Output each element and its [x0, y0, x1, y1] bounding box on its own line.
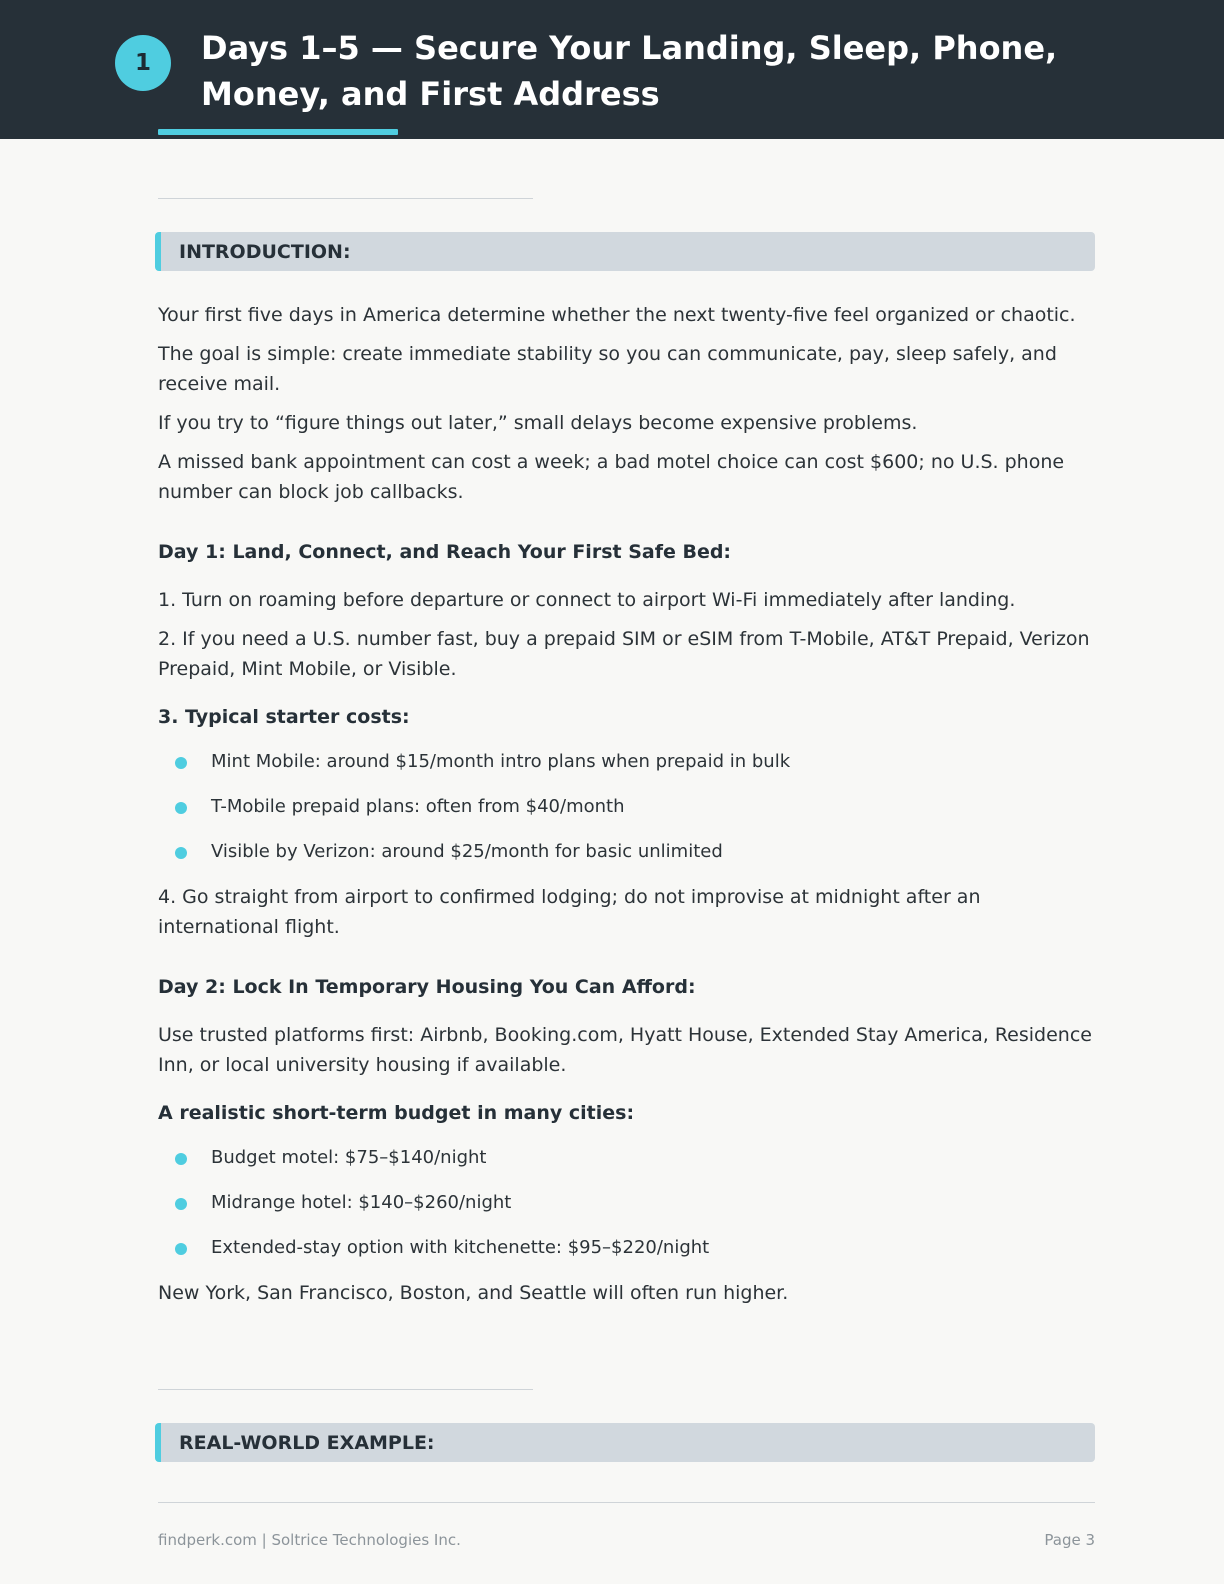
bullet-dot-icon [175, 802, 187, 814]
starter-costs-heading: 3. Typical starter costs: [158, 706, 410, 728]
real-world-example-heading: REAL-WORLD EXAMPLE: [155, 1423, 1095, 1462]
list-item [158, 1233, 1098, 1263]
footer-source: findperk.com | Soltrice Technologies Inc. [158, 1531, 461, 1549]
bullet-dot-icon [175, 847, 187, 859]
list-item [158, 747, 1098, 777]
page-number: Page 3 [1044, 1531, 1095, 1549]
day1-step: 1. Turn on roaming before departure or connect to airport Wi-Fi immediately after landing. [158, 589, 1016, 611]
introduction-heading: INTRODUCTION: [155, 232, 1095, 271]
budget-heading: A realistic short-term budget in many cities: [158, 1102, 635, 1124]
main-content [158, 300, 1098, 1317]
bullet-dot-icon [175, 1198, 187, 1210]
day2-heading: Day 2: Lock In Temporary Housing You Can Afford: [158, 976, 696, 998]
chapter-number-badge: 1 [115, 35, 171, 91]
intro-paragraph: The goal is simple: create immediate stability so you can communicate, pay, sleep safely, and receive mail. [158, 343, 1057, 395]
footer-divider [158, 1502, 1095, 1503]
chapter-title: Days 1–5 — Secure Your Landing, Sleep, Phone, Money, and First Address [201, 29, 1058, 113]
intro-paragraph: Your first five days in America determine whether the next twenty-five feel organized or chaotic. [158, 304, 1076, 326]
starter-costs-list [158, 747, 1098, 867]
list-item-text: Budget motel: $75–$140/night [211, 1147, 487, 1168]
list-item [158, 1143, 1098, 1173]
list-item-text: T-Mobile prepaid plans: often from $40/month [211, 796, 625, 817]
list-item [158, 837, 1098, 867]
bullet-dot-icon [175, 1243, 187, 1255]
day2-intro: Use trusted platforms first: Airbnb, Booking.com, Hyatt House, Extended Stay America, Residence Inn, or local university housing if available. [158, 1024, 1092, 1076]
list-item [158, 1188, 1098, 1218]
day1-step: 2. If you need a U.S. number fast, buy a prepaid SIM or eSIM from T-Mobile, AT&T Prepaid, Verizon Prepaid, Mint Mobile, or Visible. [158, 628, 1090, 680]
bullet-dot-icon [175, 1153, 187, 1165]
section-divider [158, 198, 533, 199]
day1-heading: Day 1: Land, Connect, and Reach Your First Safe Bed: [158, 541, 732, 563]
intro-paragraph: If you try to “figure things out later,” small delays become expensive problems. [158, 412, 918, 434]
list-item-text: Mint Mobile: around $15/month intro plans when prepaid in bulk [211, 751, 791, 772]
list-item-text: Extended-stay option with kitchenette: $95–$220/night [211, 1237, 710, 1258]
budget-list [158, 1143, 1098, 1263]
day1-step: 4. Go straight from airport to confirmed lodging; do not improvise at midnight after an international flight. [158, 886, 981, 938]
list-item-text: Visible by Verizon: around $25/month for basic unlimited [211, 841, 723, 862]
day2-note: New York, San Francisco, Boston, and Seattle will often run higher. [158, 1282, 789, 1304]
header-accent-underline [158, 129, 398, 135]
intro-paragraph: A missed bank appointment can cost a week; a bad motel choice can cost $600; no U.S. phone number can block job callbacks. [158, 451, 1065, 503]
list-item [158, 792, 1098, 822]
bullet-dot-icon [175, 757, 187, 769]
list-item-text: Midrange hotel: $140–$260/night [211, 1192, 512, 1213]
chapter-header [0, 0, 1224, 139]
section-divider [158, 1389, 533, 1390]
